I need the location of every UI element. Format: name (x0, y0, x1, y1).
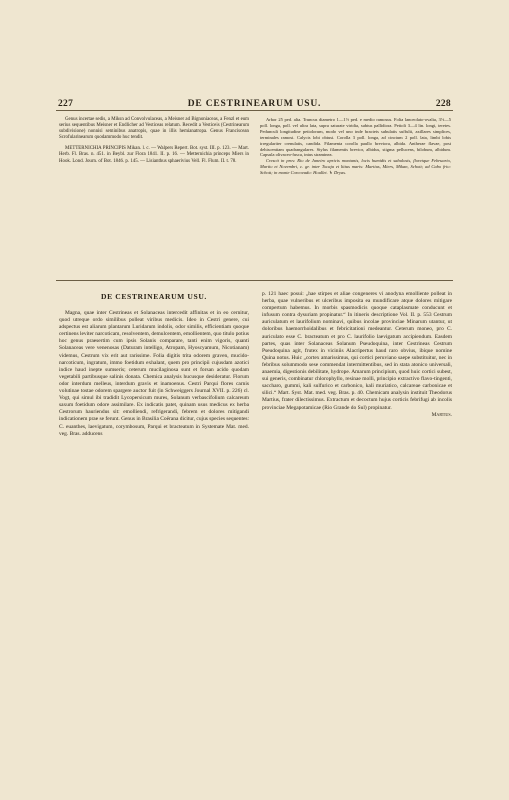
running-title: DE CESTRINEARUM USU. (187, 99, 322, 109)
usage-text-right: p. 121 haec posui: „hae stirpes et aliae congeneres vi anodyna emolliente polleat in herba, quae vulneribus et ulceribus imposita ea mundificare atque dolores mitigare compertum habemus. In morbis spasmodicis quoque cataplasmate conducunt et infusum contra dysuriam propinatur.“ In itineris descriptione Vol. II. p. 553 Cestrum auriculatum et laurifolium nominavi, quibus incolae provinciae Minarum utantur, ut doloribus haemorrhoidalibus et febricitationi medeantur. Ceterum moneo, pro C. auriculato esse C. bracteatum et pro C. laurifolio laevigatum accipiendum. Easdem partes, quas inter Solanaceas Solanum Pseudoquina, inter Cestrineas Cestrum Pseudoquina agit, frutex in viciniis Alacripertus haud raro obvius, ibique nomine Quina notus. Huic „cortex amarissimus, qui cortici peruviano saepe substituitur, nec in febribus solummodo sese commendat intermittentibus, sed in stata atonico universali, anaemia, digestionis debilitate, hydrope. Amarum principium, quod huic cortici subest, sui generis, combinatur chlorophyllo, resinae molli, principio extractivo flavo-tingenti, saccharo, gummi, kali sulfurico et carbonico, kali muriatico, calcareae carbonicae et silici.“ Mart. Syst. Mat. med. veg. Bras. p. 40. Chemicam analysin instituit Theodorus Martius, frater dilectissimus. Extractum et decoctum hujus corticis febrifugi ab incolis provinciae Megapotamicae (Rio Grande do Sul) propinatur. (262, 291, 452, 411)
species-locality: Crescit in prov. Rio de Janeiro apricis montanis, locis humidis et sabulosis, floretque Februario, Martio et Novembri, c. gr. inter Tocaja et littus maris: Martius, Miers, Mikan, Schott; ad Cabo frio: Schott; in monte Corcovado: Houllet. ♄ Dryas. (260, 158, 451, 176)
top-left-column (59, 117, 249, 165)
bottom-left-column (59, 310, 249, 438)
section-rule (56, 280, 453, 281)
page-number-right: 228 (435, 99, 451, 109)
species-description: Arbor 25 ped. alta. Truncus diametro 1—1½ ped. e medio ramosus. Folia lanceolato-ovalia, 3½—5 poll. longa, poll. vel ultra lata, supra saturate viridia, subtus pallidiora. Petioli 3—4 lin. longi, teretes. Pedunculi longitudine petiolorum, modo vel uno inde bracteis subulatis suffulti, axillares simplices, terminales ramosi. Calycis lobi obtusi. Corolla 3 poll. longa, ad cinctum 2 poll. lata, limbi lobis irregulariter crenulatis, candida. Filamenta corolla paullo breviora, albida. Antherae flavae, post dehiscentiam quadrangulares. Stylus filamentis brevior, albidus, stigma pellucens, bilobum, albidum. Capsula olivaceo-fusca, intus straminea. (260, 117, 451, 158)
header-rule (56, 110, 453, 111)
bottom-right-column (262, 291, 452, 419)
section-title: DE CESTRINEARUM USU. (101, 292, 207, 301)
genus-note: Genus incertae sedis, a Miksn ad Convolvulaceas, a Meisner ad Bignoniaceas, a Fenzl et eum serius sequentibus Meisner et Endlicher ad Vesticeas relatum. Recedit a Vesticeis (Cestrinearum subdivisione) nonnisi seminibus anatropis, quae in illis hemianatropa. Genus Franciscean Scrofularinearum quodammodo huc tendit. (59, 117, 249, 141)
usage-text-left: Magna, quae inter Cestrineas et Solanaceas intercedit affinitas et in eo cernitur, quod utreque ordo similibus polleat viribus medicis. Ideo in Cestri genere, cui adspectus est aliarum plantarum Luridarum indolis, odor similis, efficientiam quoque certinens leviter narcoticam, resolventem, demulcentem, emollientem, quo titulo potius hoc genus praesertim cum ipsis Solanis comparare, tanti enim vigoris, quanti Solanaceas vere venenosas (Daturam intelligo, Atropam, Hyoscyamum, Nicotianam) videmus, Cestrum vix erit aut rarissime. Folia digitis trita odorem graven, mucido-narcoticum, ingratum, immo foetidum exhalant, quem pro principii cujusdam azotici indice haud inepte sumseris; ceterum mucilaginosa sunt et forsan acido quodam vegetabili partibusque salinis donata. Chemica analysis hucusque desideratur. Florum odor interdum melleus, interdum gravis et inamoenus. Cestri Parqui flores carnis volutinae tostae odorem spargere auctor fuit (in Schweiggers Journal XVII. p. 226) cl. Vogt, qui simul ibi tradidit Lycopersicum mures, Solanum verbascifolium calcareum saxum foetidum odore assimilare. Ex indicatis patet, quinam usus medicus ex herba Cestrorum hauriendus sit: emolliendi, refrigerandi, febrem et dolores mitigandi indicationem prae se ferunt. Genus in Brasilia Coërana dicitur, cujus species sequentes: C. euanthes, laevigatum, corymbosum, Parqui et bracteatum in Systemate Mat. med. veg. Bras. adducens (59, 310, 249, 437)
species-citation: METTERNICHIA PRINCIPIS Mikan. l. c. — Walpers Repert. Bot. syst. III. p. 123. — Mart. Herb. Fl. Bras. n. 451. in Beybl. zur Flora 1841. II. p. 16. — Metternichia princeps Miers in Hook. Lond. Journ. of Bot. 1846. p. 145. — Lisianthus sphaerivius Vell. Fl. Flum. II. t. 78. (59, 146, 249, 164)
running-header (58, 99, 451, 109)
page-number-left: 227 (58, 99, 74, 109)
author-signature: Martius. (431, 411, 452, 418)
top-right-column (260, 117, 451, 176)
